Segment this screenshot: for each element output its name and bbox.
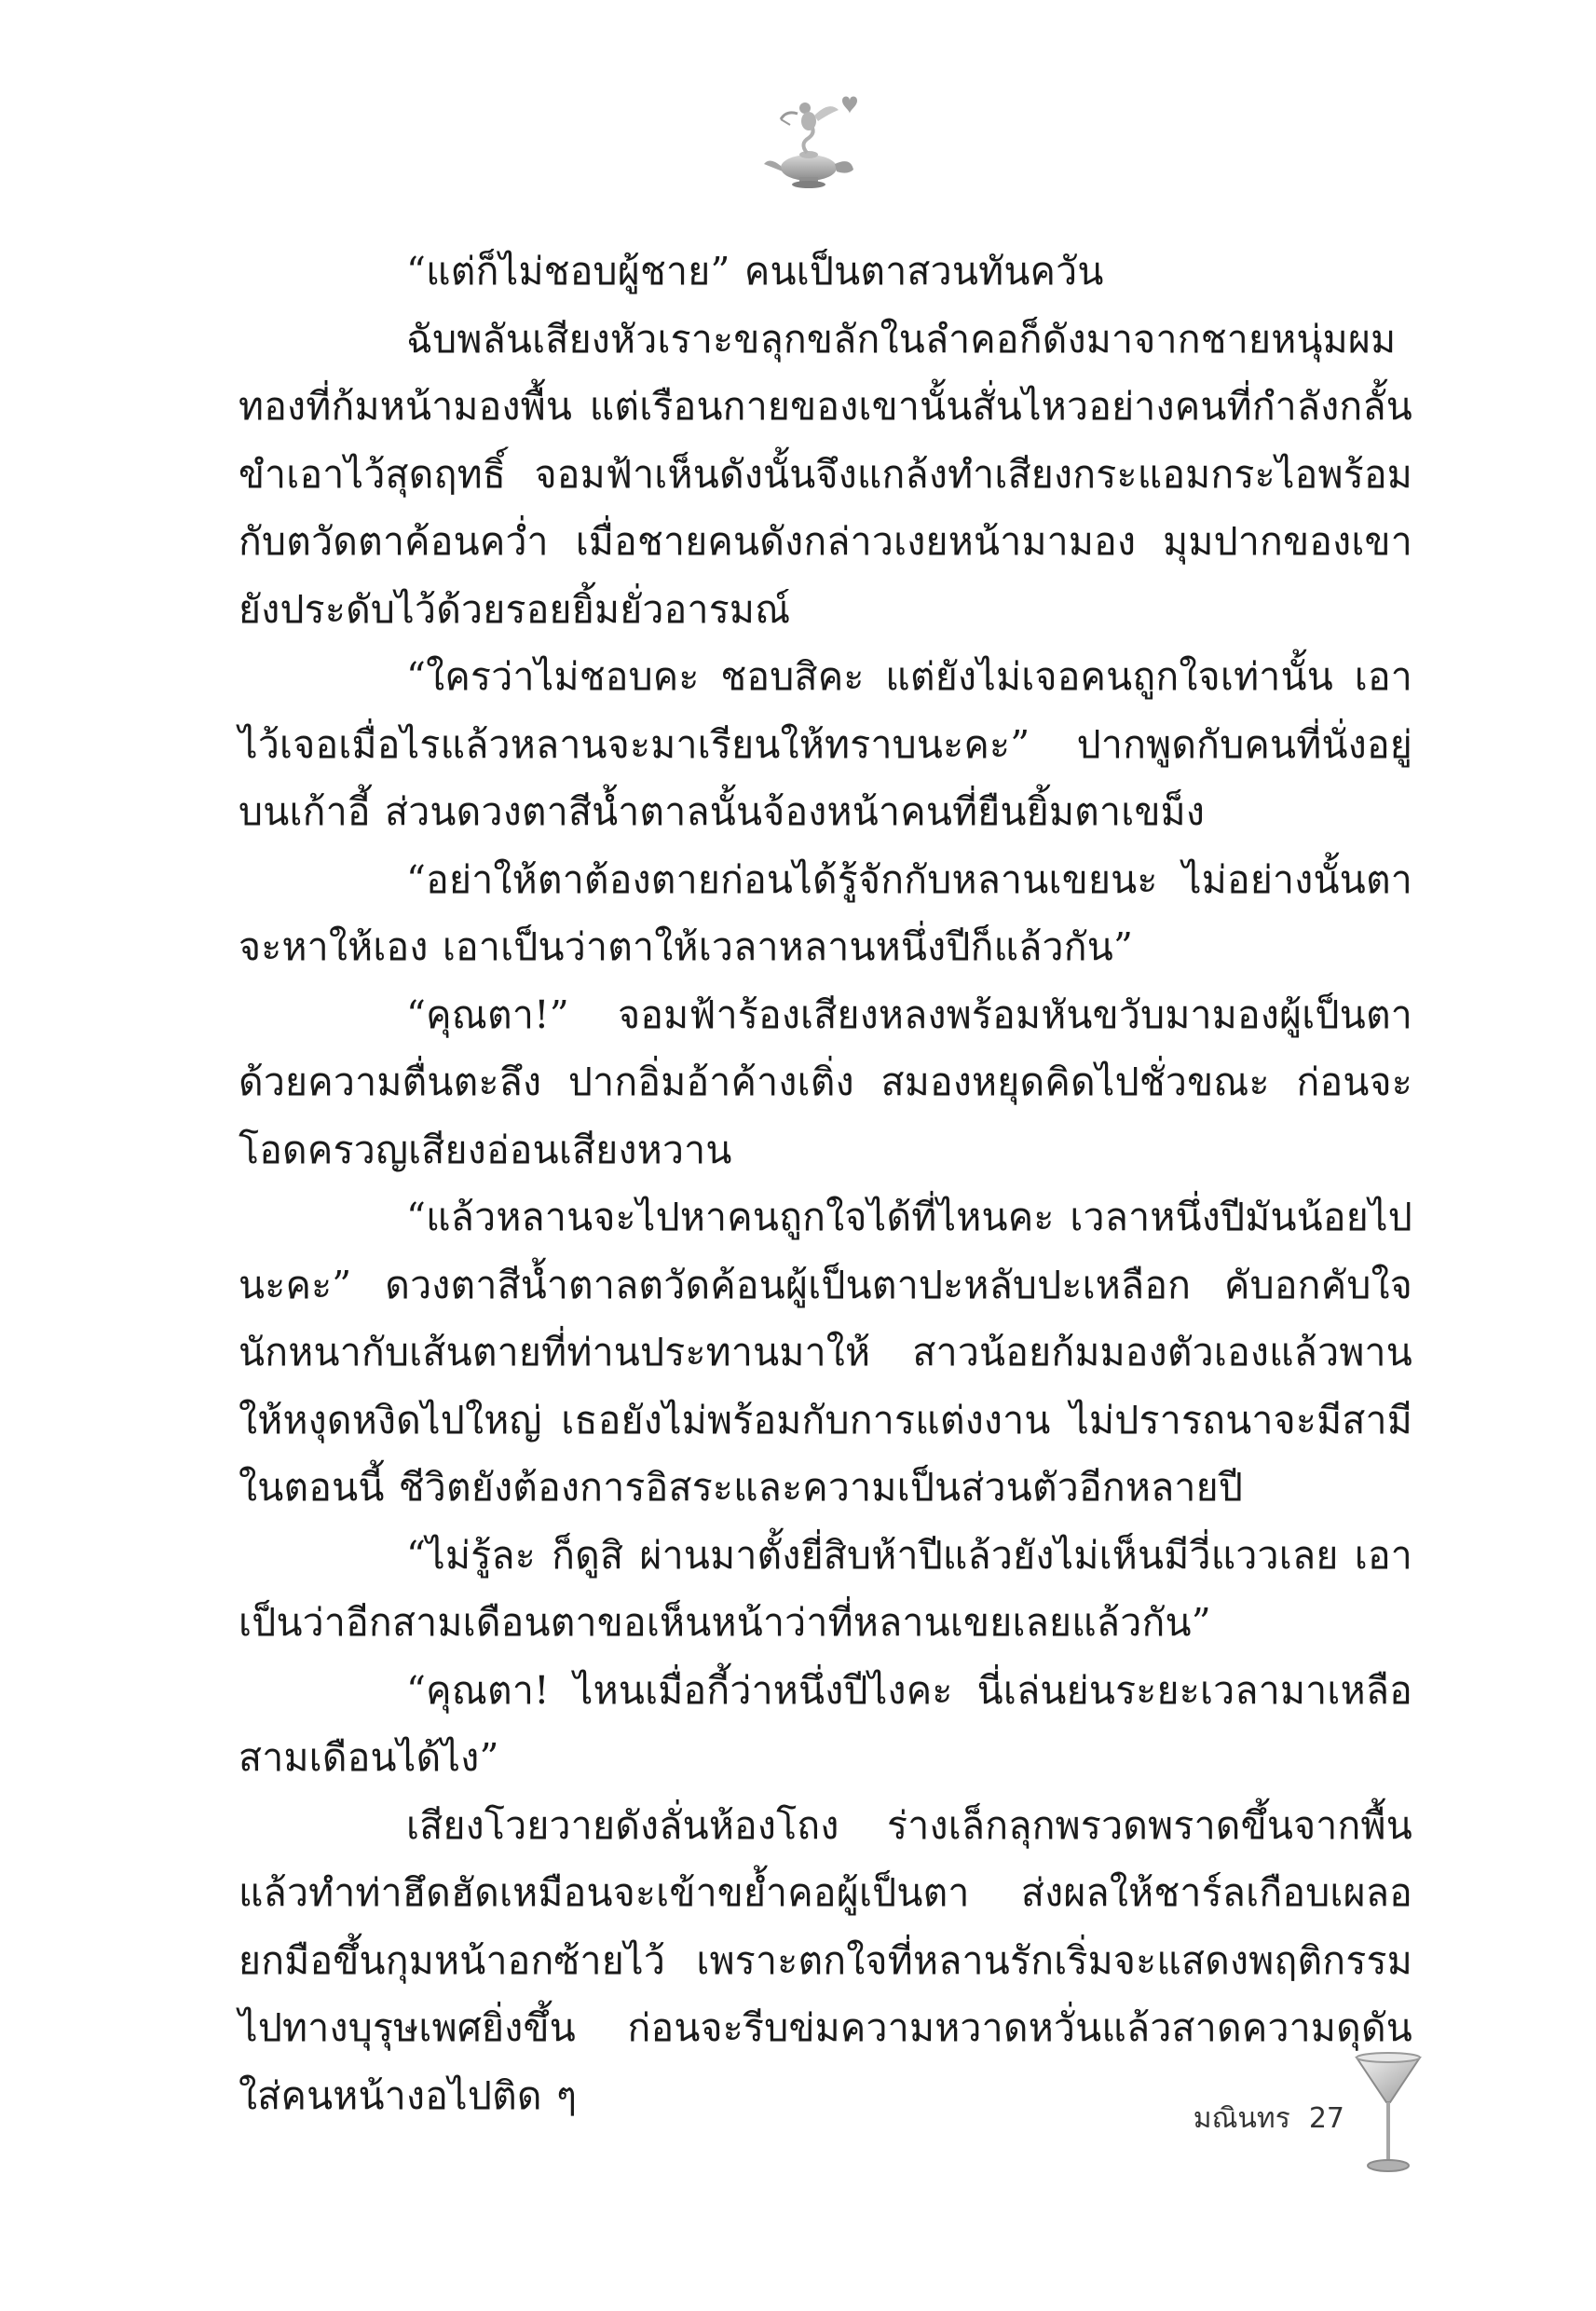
page-number: 27 bbox=[1308, 2102, 1344, 2135]
paragraph: “แล้วหลานจะไปหาคนถูกใจได้ที่ไหนคะ เวลาหนึ่งปีมันน้อยไปนะคะ” ดวงตาสีน้ำตาลตวัดค้อนผู้เป็นตาปะหลับปะเหลือก คับอกคับใจนักหนากับเส้นตายที่ท่านประทานมาให้ สาวน้อยก้มมองตัวเองแล้วพานให้หงุดหงิดไปใหญ่ เธอยังไม่พร้อมกับการแต่งงาน ไม่ปรารถนาจะมีสามีในตอนนี้ ชีวิตยังต้องการอิสระและความเป็นส่วนตัวอีกหลายปี bbox=[239, 1195, 1412, 1510]
paragraph: “แต่ก็ไม่ชอบผู้ชาย” คนเป็นตาสวนทันควัน bbox=[406, 249, 1104, 294]
paragraph: “คุณตา! ไหนเมื่อกี้ว่าหนึ่งปีไงคะ นี่เล่นย่นระยะเวลามาเหลือสามเดือนได้ไง” bbox=[239, 1667, 1412, 1780]
paragraph: “คุณตา!” จอมฟ้าร้องเสียงหลงพร้อมหันขวับมามองผู้เป็นตาด้วยความตื่นตะลึง ปากอิ่มอ้าค้างเติ่ง สมองหยุดคิดไปชั่วขณะ ก่อนจะโอดครวญเสียงอ่อนเสียงหวาน bbox=[239, 991, 1412, 1172]
chapter-body-text bbox=[239, 238, 1412, 2129]
paragraph: ฉับพลันเสียงหัวเราะขลุกขลักในลำคอก็ดังมาจากชายหนุ่มผมทองที่ก้มหน้ามองพื้น แต่เรือนกายของเขานั้นสั่นไหวอย่างคนที่กำลังกลั้นขำเอาไว้สุดฤทธิ์ จอมฟ้าเห็นดังนั้นจึงแกล้งทำเสียงกระแอมกระไอพร้อมกับตวัดตาค้อนคว่ำ เมื่อชายคนดังกล่าวเงยหน้ามามอง มุมปากของเขายังประดับไว้ด้วยรอยยิ้มยั่วอารมณ์ bbox=[239, 316, 1412, 632]
author-name: มณินทร bbox=[1193, 2102, 1290, 2135]
page-footer bbox=[1194, 2097, 1344, 2140]
martini-glass-icon bbox=[1351, 2050, 1425, 2181]
paragraph: “ใครว่าไม่ชอบคะ ชอบสิคะ แต่ยังไม่เจอคนถูกใจเท่านั้น เอาไว้เจอเมื่อไรแล้วหลานจะมาเรียนให้ทราบนะคะ” ปากพูดกับคนที่นั่งอยู่บนเก้าอี้ ส่วนดวงตาสีน้ำตาลนั้นจ้องหน้าคนที่ยืนยิ้มตาเขม็ง bbox=[239, 654, 1412, 834]
cupid-genie-lamp-icon bbox=[762, 91, 865, 194]
paragraph: “อย่าให้ตาต้องตายก่อนได้รู้จักกับหลานเขยนะ ไม่อย่างนั้นตาจะหาให้เอง เอาเป็นว่าตาให้เวลาหลานหนึ่งปีก็แล้วกัน” bbox=[239, 856, 1412, 969]
paragraph: “ไม่รู้ละ ก็ดูสิ ผ่านมาตั้งยี่สิบห้าปีแล้วยังไม่เห็นมีวี่แววเลย เอาเป็นว่าอีกสามเดือนตาขอเห็นหน้าว่าที่หลานเขยเลยแล้วกัน” bbox=[239, 1532, 1412, 1645]
paragraph: เสียงโวยวายดังลั่นห้องโถง ร่างเล็กลุกพรวดพราดขึ้นจากพื้นแล้วทำท่าฮึดฮัดเหมือนจะเข้าขย้ำคอผู้เป็นตา ส่งผลให้ชาร์ลเกือบเผลอยกมือขึ้นกุมหน้าอกซ้ายไว้ เพราะตกใจที่หลานรักเริ่มจะแสดงพฤติกรรมไปทางบุรุษเพศยิ่งขึ้น ก่อนจะรีบข่มความหวาดหวั่นแล้วสาดความดุดันใส่คนหน้างอไปติด ๆ bbox=[239, 1802, 1412, 2118]
